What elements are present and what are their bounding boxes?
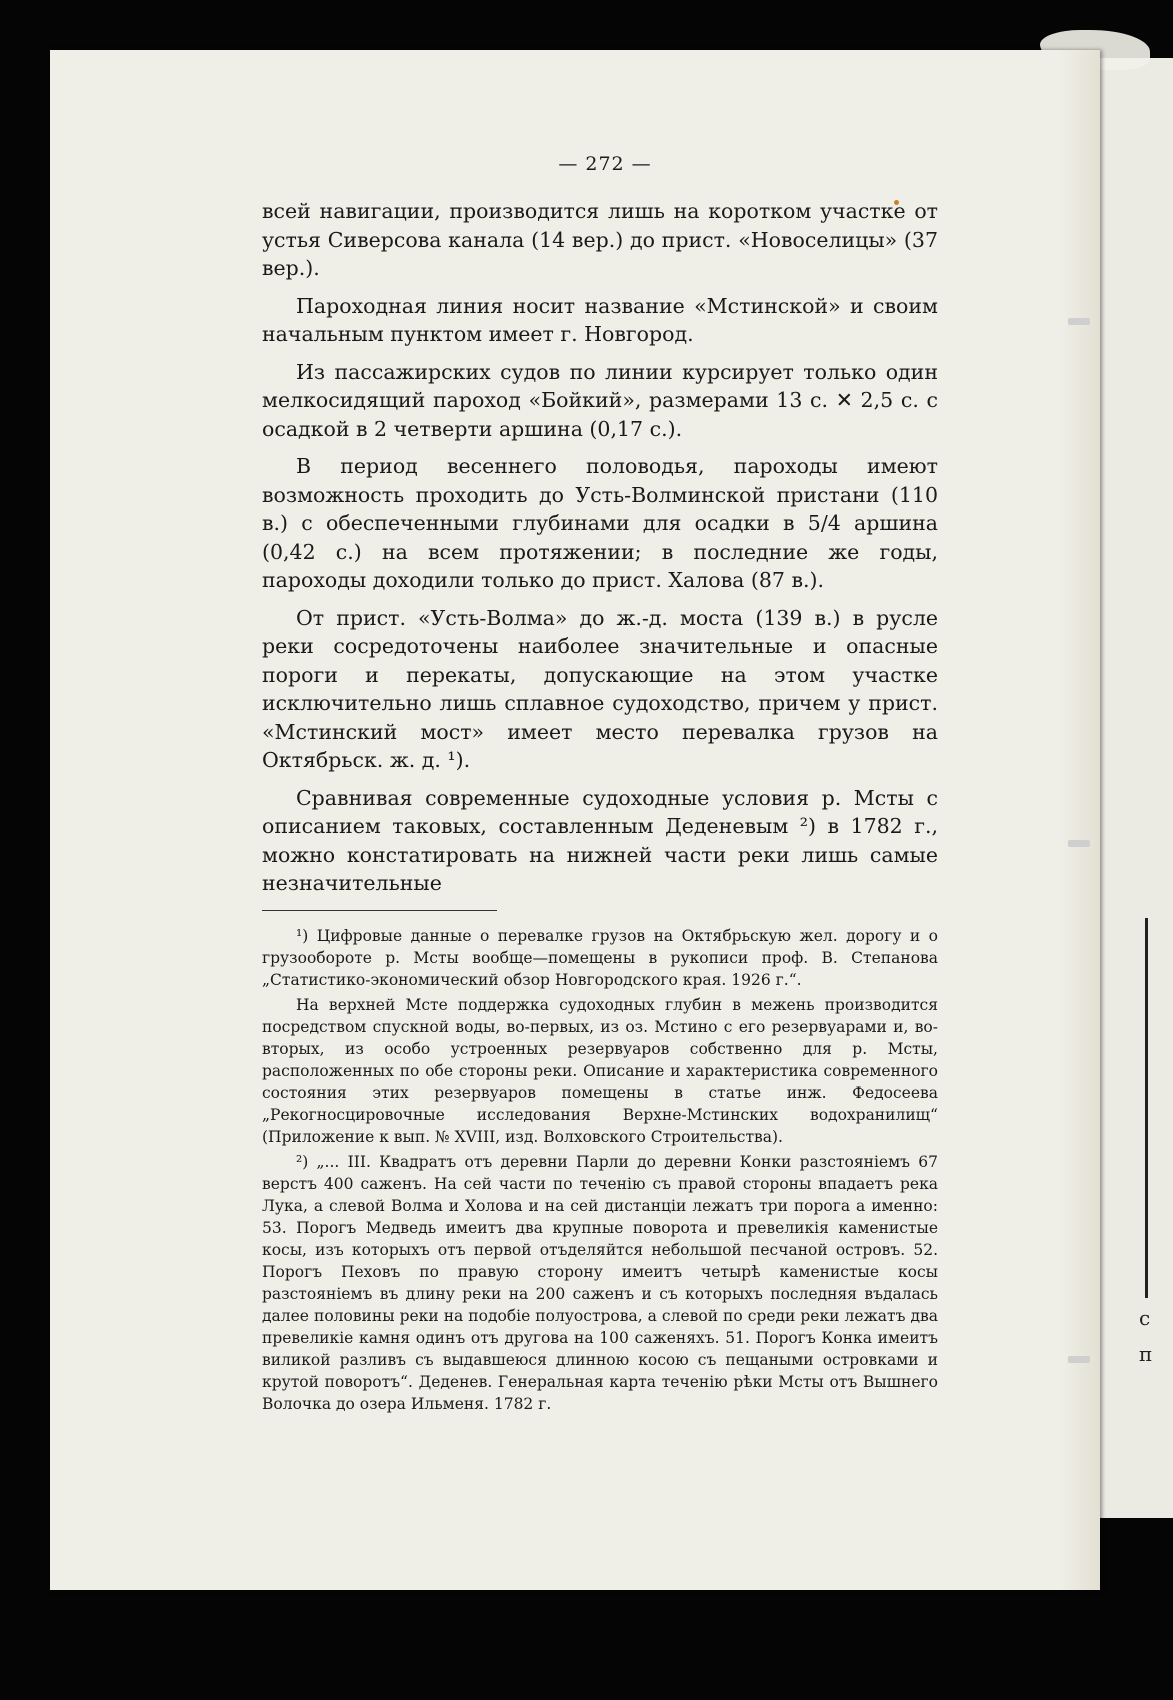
body-text [262,197,938,898]
binding-staple [1068,1356,1090,1363]
paragraph: Сравнивая современные судоходные условия р. Мсты с описанием таковых, составленным Деденевым ²) в 1782 г., можно констатировать на нижней части реки лишь самые незначительные [262,785,938,895]
adjacent-page-fragment: п [1139,1342,1153,1366]
paragraph: всей навигации, производится лишь на коротком участке от устья Сиверсова канала (14 вер.) до прист. «Новоселицы» (37 вер.). [262,199,938,280]
page-number: — 272 — [558,153,652,175]
paragraph: Из пассажирских судов по линии курсирует только один мелкосидящий пароход «Бойкий», размерами 13 с. ✕ 2,5 с. с осадкой в 2 четверти аршина (0,17 с.). [262,359,938,441]
paragraph: Пароходная линия носит название «Мстинской» и своим начальным пунктом имеет г. Новгород. [262,293,938,346]
footnotes [262,925,938,1415]
footnote: На верхней Мсте поддержка судоходных глубин в межень производится посредством спускной воды, во-первых, из оз. Мстино с его резервуарами и, во-вторых, из особо устроенных резервуаров собственно для р. Мсты, расположенных по обе стороны реки. Описание и характеристика современного состояния этих резервуаров помещены в статье инж. Федосеева „Рекогносцировочные исследования Верхне-Мстинских водохранилищ“ (Приложение к вып. № XVIII, изд. Волховского Строительства). [262,995,938,1146]
adjacent-page-rule [1145,918,1148,1298]
footnote-separator [262,910,497,911]
adjacent-page-fragment: с [1139,1306,1151,1330]
footnote: ²) „... III. Квадратъ отъ деревни Парли до деревни Конки разстояніемъ 67 верстъ 400 саженъ. На сей части по теченію съ правой стороны впадаетъ река Лука, а слевой Волма и Холова и на сей дистанціи лежатъ три порога а именно: 53. Порогъ Медведь имеитъ два крупные поворота и превеликія каменистые косы, изъ которыхъ отъ первой отъделяйтся небольшой песчаной островъ. 52. Порогъ Пеховъ по правую сторону имеитъ четырѣ каменистые косы разстояніемъ въ длину реки на 200 саженъ и съ которыхъ последняя въдалась далее половины реки на подобіе полуострова, а слевой по среди реки лежатъ два превеликіе камня одинъ отъ другова на 100 саженяхъ. 51. Порогъ Конка имеитъ виликой разливъ съ выдавшеюся длинною косою съ пещаными островками и крутой поворотъ“. Деденев. Генеральная карта теченію рѣки Мсты отъ Вышнего Волочка до озера Ильменя. 1782 г. [262,1152,938,1413]
footnote: ¹) Цифровые данные о перевалке грузов на Октябрьскую жел. дорогу и о грузообороте р. Мсты вообще—помещены в рукописи проф. В. Степанова „Статистико-экономический обзор Новгородского края. 1926 г.“. [262,926,938,989]
paragraph: В период весеннего половодья, пароходы имеют возможность проходить до Усть-Волминской пристани (110 в.) с обеспеченными глубинами для осадки в 5/4 аршина (0,42 с.) на всем протяжении; в последние же годы, пароходы доходили только до прист. Халова (87 в.). [262,454,938,592]
paragraph: От прист. «Усть-Волма» до ж.-д. моста (139 в.) в русле реки сосредоточены наиболее значительные и опасные пороги и перекаты, допускающие на этом участке исключительно лишь сплавное судоходство, причем у прист. «Мстинский мост» имеет место перевалка грузов на Октябрьск. ж. д. ¹). [262,605,938,772]
binding-staple [1068,840,1090,847]
page-content [262,153,938,1418]
binding-staple [1068,318,1090,325]
